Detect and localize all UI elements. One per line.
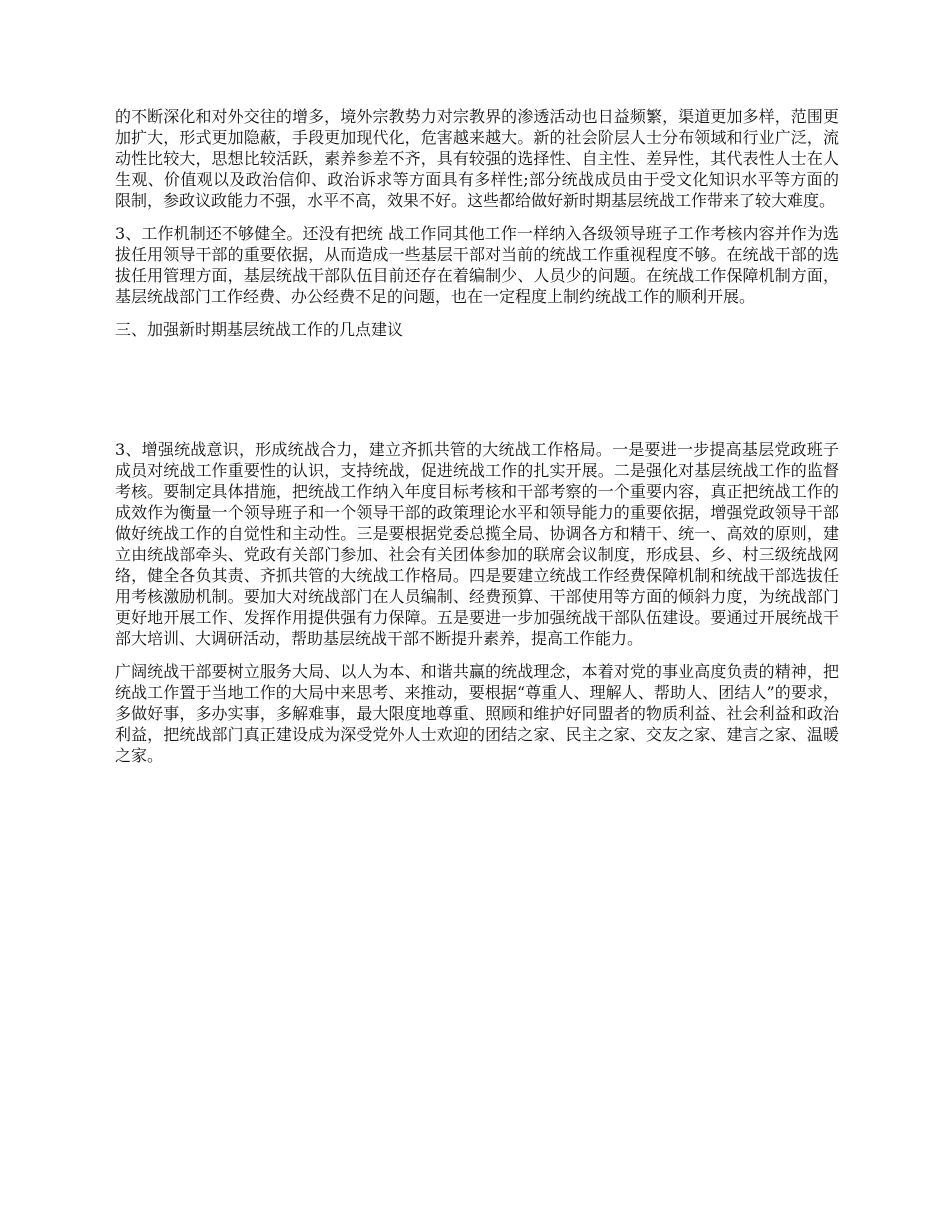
document-body bbox=[115, 106, 839, 766]
paragraph-spacer bbox=[115, 307, 839, 319]
paragraph-mechanism: 3、工作机制还不够健全。还没有把统 战工作同其他工作一样纳入各级领导班子工作考核内容并作为选拔任用领导干部的重要依据，从而造成一些基层干部对当前的统战工作重视程度不够。在统战干部的选拔任用管理方面，基层统战干部队伍目前还存在着编制少、人员少的问题。在统战工作保障机制方面，基层统战部门工作经费、办公经费不足的问题，也在一定程度上制约统战工作的顺利开展。 bbox=[115, 224, 839, 306]
paragraph-spacer bbox=[115, 649, 839, 661]
paragraph-spacer bbox=[115, 211, 839, 223]
paragraph-challenges: 的不断深化和对外交往的增多，境外宗教势力对宗教界的渗透活动也日益频繁，渠道更加多样，范围更加扩大，形式更加隐蔽，手段更加现代化，危害越来越大。新的社会阶层人士分布领域和行业广泛，流动性比较大，思想比较活跃，素养参差不齐，具有较强的选择性、自主性、差异性，其代表性人士在人生观、价值观以及政治信仰、政治诉求等方面具有多样性;部分统战成员由于受文化知识水平等方面的限制，参政议政能力不强，水平不高，效果不好。这些都给做好新时期基层统战工作带来了较大难度。 bbox=[115, 107, 839, 210]
section-heading: 三、加强新时期基层统战工作的几点建议 bbox=[115, 320, 404, 339]
paragraph-awareness: 3、增强统战意识，形成统战合力，建立齐抓共管的大统战工作格局。一是要进一步提高基层党政班子成员对统战工作重要性的认识，支持统战，促进统战工作的扎实开展。二是强化对基层统战工作的监督考核。要制定具体措施，把统战工作纳入年度目标考核和干部考察的一个重要内容，真正把统战工作的成效作为衡量一个领导班子和一个领导干部的政策理论水平和领导能力的重要依据，增强党政领导干部做好统战工作的自觉性和主动性。三是要根据党委总揽全局、协调各方和精干、统一、高效的原则，建立由统战部牵头、党政有关部门参加、社会有关团体参加的联席会议制度，形成县、乡、村三级统战网络，健全各负其责、齐抓共管的大统战工作格局。四是要建立统战工作经费保障机制和统战干部选拔任用考核激励机制。要加大对统战部门在人员编制、经费预算、干部使用等方面的倾斜力度，为统战部门更好地开展工作、发挥作用提供强有力保障。五是要进一步加强统战干部队伍建设。要通过开展统战干部大培训、大调研活动，帮助基层统战干部不断提升素养，提高工作能力。 bbox=[115, 440, 839, 648]
paragraph-conclusion: 广阔统战干部要树立服务大局、以人为本、和谐共赢的统战理念，本着对党的事业高度负责的精神，把统战工作置于当地工作的大局中来思考、来推动，要根据“尊重人、理解人、帮助人、团结人”的要求，多做好事，多办实事，多解难事，最大限度地尊重、照顾和维护好同盟者的物质利益、社会利益和政治利益，把统战部门真正建设成为深受党外人士欢迎的团结之家、民主之家、交友之家、建言之家、温暖之家。 bbox=[115, 662, 839, 765]
blank-space bbox=[115, 340, 839, 439]
